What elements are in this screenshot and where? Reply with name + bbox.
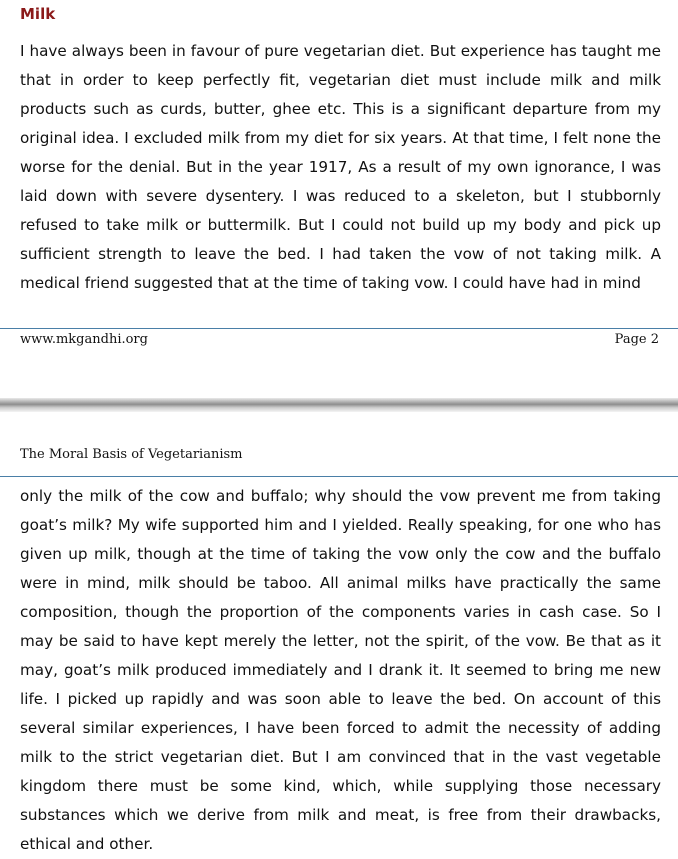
body-paragraph-page-1: I have always been in favour of pure vegetarian diet. But experience has taught me that in order to keep perfectly fit, vegetarian diet must include milk and milk products such as curds, butter, ghee etc. This is a significant departure from my original idea. I excluded milk from my diet for six years. At that time, I felt none the worse for the denial. But in the year 1917, As a result of my own ignorance, I was laid down with severe dysentery. I was reduced to a skeleton, but I stubbornly refused to take milk or buttermilk. But I could not build up my body and pick up sufficient strength to leave the bed. I had taken the vow of not taking milk. A medical friend suggested that at the time of taking vow. I could have had in mind [20,42,661,292]
footer-page-number: Page 2 [614,332,659,347]
page-separator [0,398,678,412]
body-paragraph-page-2: only the milk of the cow and buffalo; why should the vow prevent me from taking goat’s milk? My wife supported him and I yielded. Really speaking, for one who has given up milk, though at the time of taking the vow only the cow and the buffalo were in mind, milk should be taboo. All animal milks have practically the same composition, though the proportion of the components varies in cash case. So I may be said to have kept merely the letter, not the spirit, of the vow. Be that as it may, goat’s milk produced immediately and I drank it. It seemed to bring me new life. I picked up rapidly and was soon able to leave the bed. On account of this several similar experiences, I have been forced to admit the necessity of adding milk to the strict vegetarian diet. But I am convinced that in the vast vegetable kingdom there must be some kind, which, while supplying those necessary substances which we derive from milk and meat, is free from their drawbacks, ethical and other. [20,487,661,853]
running-header-title: The Moral Basis of Vegetarianism [20,447,243,462]
header-divider [0,476,678,477]
footer-website: www.mkgandhi.org [20,332,148,347]
section-heading: Milk [20,5,56,23]
document-page-top [0,0,678,398]
footer-divider [0,328,678,329]
